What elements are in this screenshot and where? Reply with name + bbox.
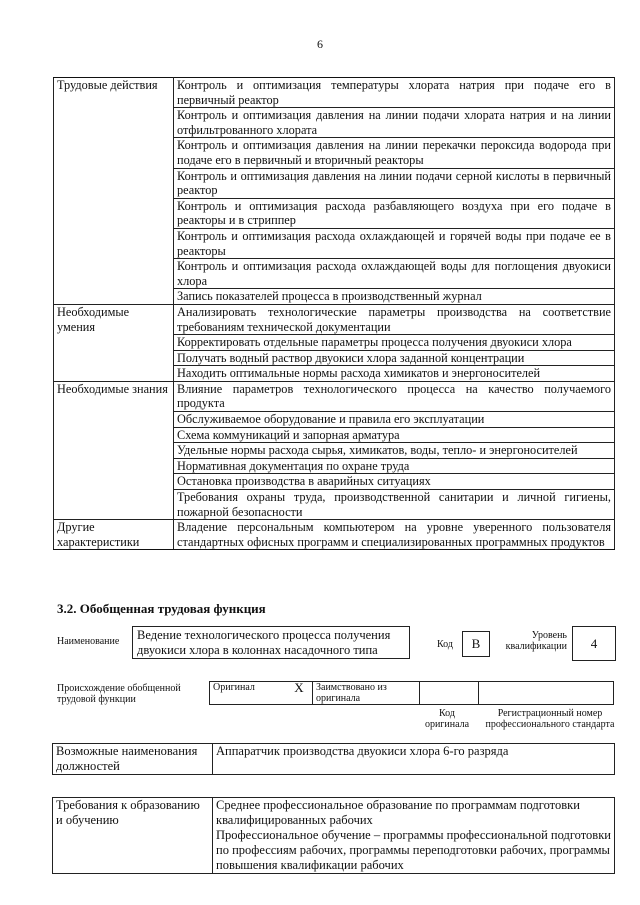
category-cell: Трудовые действия <box>54 78 174 305</box>
positions-value: Аппаратчик производства двуокиси хлора 6-го разряда <box>213 744 615 775</box>
category-cell: Необходимые умения <box>54 304 174 381</box>
item-cell: Остановка производства в аварийных ситуациях <box>174 474 615 490</box>
item-cell: Контроль и оптимизация температуры хлората натрия при подаче его в первичный реактор <box>174 78 615 108</box>
item-cell: Контроль и оптимизация расхода разбавляющего воздуха при его подаче в реакторы и в стриппер <box>174 198 615 228</box>
table-row <box>54 381 615 411</box>
positions-label: Возможные наименования должностей <box>53 744 213 775</box>
item-cell: Требования охраны труда, производственной санитарии и личной гигиены, пожарной безопасности <box>174 490 615 520</box>
category-cell: Другие характеристики <box>54 520 174 550</box>
level-value: 4 <box>572 626 616 661</box>
item-cell: Анализировать технологические параметры производства на соответствие требованиям технической документации <box>174 304 615 334</box>
code-value: B <box>462 631 490 657</box>
function-name-value: Ведение технологического процесса получения двуокиси хлора в колоннах насадочного типа <box>132 626 410 659</box>
education-value-1: Среднее профессиональное образование по программам подготовки квалифицированных рабочих <box>216 798 580 827</box>
code-original-label: Код оригинала <box>424 708 470 730</box>
category-cell: Необходимые знания <box>54 381 174 519</box>
name-label: Наименование <box>57 636 120 647</box>
borrowed-label: Заимствовано из оригинала <box>313 682 420 705</box>
item-cell: Контроль и оптимизация давления на линии перекачки пероксида водорода при подаче его в первичный и вторичный реакторы <box>174 138 615 168</box>
item-cell: Контроль и оптимизация давления на линии подачи хлората натрия и на линии отфильтрованного хлората <box>174 108 615 138</box>
table-row <box>54 520 615 550</box>
level-label: Уровень квалификации <box>505 630 567 652</box>
reg-number-cell <box>479 682 614 705</box>
item-cell: Контроль и оптимизация расхода охлаждающей и горячей воды при подаче ее в реакторы <box>174 228 615 258</box>
reg-number-label: Регистрационный номер профессионального стандарта <box>485 708 615 730</box>
code-label: Код <box>437 639 453 650</box>
item-cell: Нормативная документация по охране труда <box>174 458 615 474</box>
education-table <box>52 797 615 874</box>
item-cell: Корректировать отдельные параметры процесса получения двуокиси хлора <box>174 335 615 351</box>
education-label: Требования к образованию и обучению <box>53 798 213 874</box>
table-row <box>54 78 615 108</box>
section-title: 3.2. Обобщенная трудовая функция <box>57 601 266 616</box>
item-cell: Владение персональным компьютером на уровне уверенного пользователя стандартных офисных программ и специализированных программных продуктов <box>174 520 615 550</box>
item-cell: Запись показателей процесса в производственный журнал <box>174 289 615 305</box>
item-cell: Находить оптимальные нормы расхода химикатов и энергоносителей <box>174 366 615 382</box>
education-value <box>213 798 615 874</box>
item-cell: Контроль и оптимизация расхода охлаждающей воды для поглощения двуокиси хлора <box>174 259 615 289</box>
origin-label: Происхождение обобщенной трудовой функции <box>57 683 181 705</box>
item-cell: Схема коммуникаций и запорная арматура <box>174 427 615 443</box>
page-number: 6 <box>317 37 323 51</box>
item-cell: Обслуживаемое оборудование и правила его эксплуатации <box>174 412 615 428</box>
original-mark: X <box>286 682 313 705</box>
positions-table <box>52 743 615 775</box>
origin-table <box>209 681 614 705</box>
table-row <box>54 304 615 334</box>
education-value-2: Профессиональное обучение – программы профессиональной подготовки по профессиям рабочих, программы переподготовки рабочих, программы повышения квалификации рабочих <box>216 828 611 872</box>
item-cell: Удельные нормы расхода сырья, химикатов, воды, тепло- и энергоносителей <box>174 443 615 459</box>
item-cell: Влияние параметров технологического процесса на качество получаемого продукта <box>174 381 615 411</box>
code-original-cell <box>420 682 479 705</box>
original-label: Оригинал <box>210 682 287 705</box>
item-cell: Получать водный раствор двуокиси хлора заданной концентрации <box>174 350 615 366</box>
labor-function-table <box>53 77 615 550</box>
item-cell: Контроль и оптимизация давления на линии подачи серной кислоты в первичный реактор <box>174 168 615 198</box>
